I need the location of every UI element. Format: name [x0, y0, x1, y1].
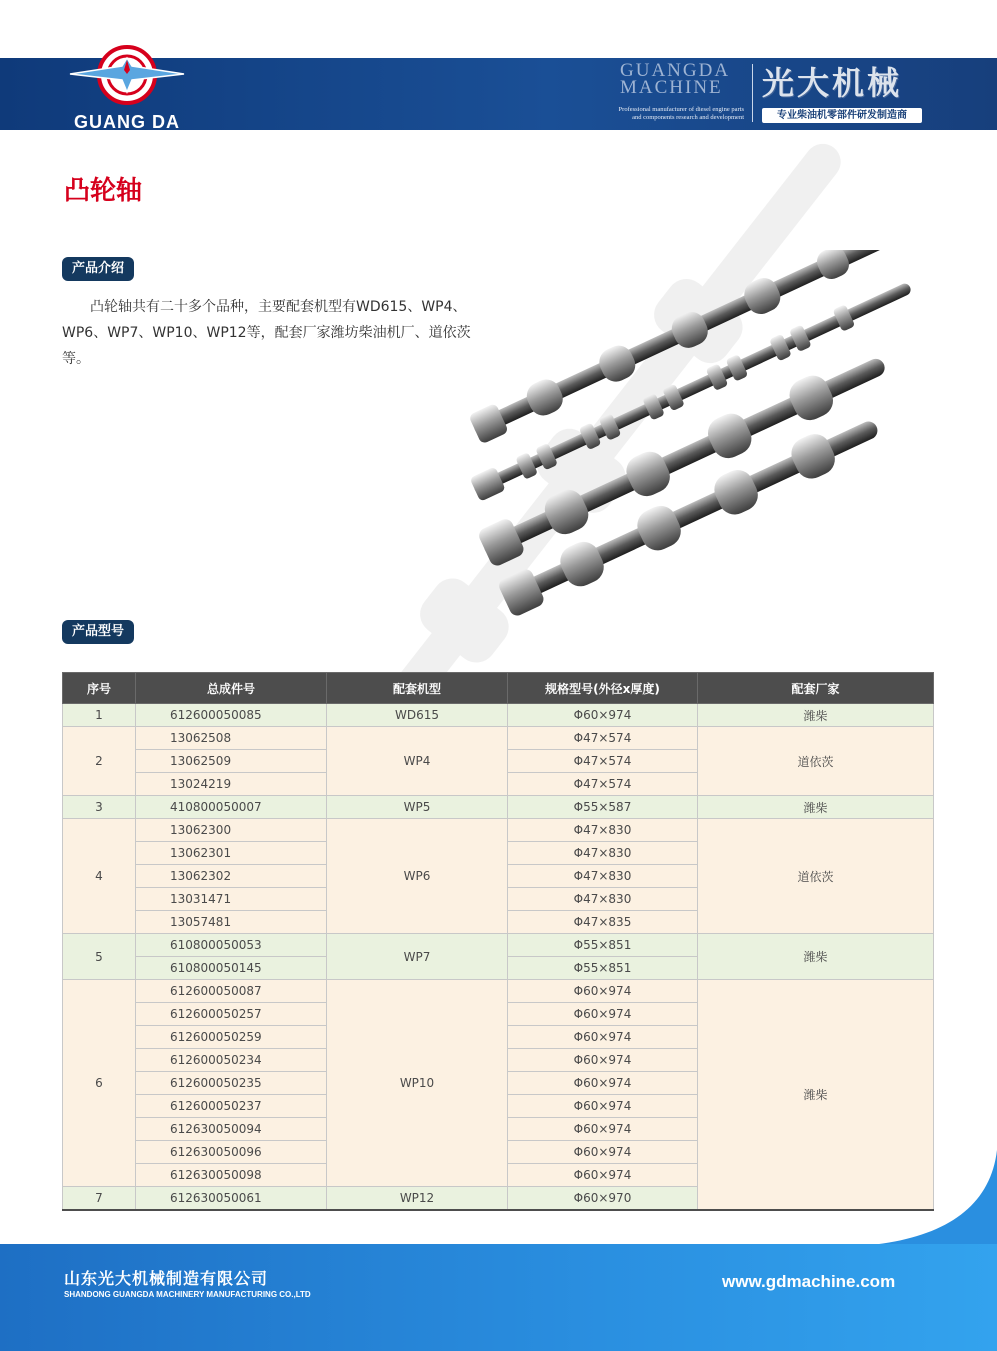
cell-spec: Φ47×574: [508, 773, 698, 796]
cell-spec: Φ60×974: [508, 980, 698, 1003]
cell-spec: Φ60×974: [508, 1118, 698, 1141]
brand-divider: [752, 64, 753, 122]
brand-tagline-line2: and components research and development: [632, 114, 744, 121]
cell-no: 1: [63, 704, 136, 727]
cell-part-no: 612630050061: [136, 1187, 327, 1211]
cell-no: 2: [63, 727, 136, 796]
table-row: [63, 934, 934, 957]
cell-part-no: 610800050053: [136, 934, 327, 957]
cell-spec: Φ47×830: [508, 888, 698, 911]
brand-name-cn: 光大机械: [762, 64, 903, 102]
cell-maker: 道依茨: [698, 727, 934, 796]
cell-engine-model: WP4: [327, 727, 508, 796]
brand-name-en: [620, 62, 744, 96]
cell-spec: Φ60×974: [508, 1003, 698, 1026]
col-header-spec: 规格型号(外径x厚度): [508, 673, 698, 704]
cell-part-no: 13057481: [136, 911, 327, 934]
cell-maker: 道依茨: [698, 819, 934, 934]
cell-spec: Φ60×974: [508, 1026, 698, 1049]
cell-part-no: 13062302: [136, 865, 327, 888]
cell-part-no: 13062301: [136, 842, 327, 865]
cell-maker: 潍柴: [698, 704, 934, 727]
cell-part-no: 13062508: [136, 727, 327, 750]
cell-spec: Φ55×851: [508, 957, 698, 980]
cell-spec: Φ60×974: [508, 1164, 698, 1187]
cell-no: 7: [63, 1187, 136, 1211]
intro-paragraph: 凸轮轴共有二十多个品种，主要配套机型有WD615、WP4、WP6、WP7、WP10、WP12等，配套厂家潍坊柴油机厂、道依茨等。: [62, 299, 471, 367]
cell-part-no: 612600050235: [136, 1072, 327, 1095]
cell-part-no: 612600050237: [136, 1095, 327, 1118]
cell-no: 4: [63, 819, 136, 934]
footer-company-cn: 山东光大机械制造有限公司: [64, 1269, 269, 1288]
logo-emblem-icon: [62, 40, 192, 110]
table-header-row: [63, 673, 934, 704]
cell-part-no: 410800050007: [136, 796, 327, 819]
cell-no: 3: [63, 796, 136, 819]
cell-spec: Φ60×974: [508, 1141, 698, 1164]
cell-spec: Φ47×574: [508, 727, 698, 750]
camshaft-spec-table: [62, 672, 934, 1211]
cell-part-no: 13031471: [136, 888, 327, 911]
cell-spec: Φ55×587: [508, 796, 698, 819]
brand-tagline-line1: Professional manufacturer of diesel engine parts: [618, 106, 744, 113]
brand-name-en-line2: MACHINE: [620, 77, 723, 98]
camshaft-1: [468, 250, 917, 445]
cell-engine-model: WP6: [327, 819, 508, 934]
page-title: 凸轮轴: [64, 176, 143, 206]
cell-part-no: 612630050096: [136, 1141, 327, 1164]
section-tag-models: 产品型号: [62, 620, 134, 644]
cell-part-no: 13062300: [136, 819, 327, 842]
logo-text: GUANG DA: [74, 112, 180, 132]
footer-website-link[interactable]: www.gdmachine.com: [722, 1272, 896, 1291]
cell-engine-model: WP10: [327, 980, 508, 1187]
footer-corner-curve: [820, 1150, 997, 1250]
cell-part-no: 13024219: [136, 773, 327, 796]
col-header-engine-model: 配套机型: [327, 673, 508, 704]
col-header-no: 序号: [63, 673, 136, 704]
camshaft-product-photo: [460, 250, 930, 630]
cell-part-no: 612600050257: [136, 1003, 327, 1026]
cell-engine-model: WD615: [327, 704, 508, 727]
brand-slogan-cn: 专业柴油机零部件研发制造商: [762, 108, 922, 123]
table-row: [63, 980, 934, 1003]
cell-part-no: 612630050098: [136, 1164, 327, 1187]
cell-spec: Φ47×835: [508, 911, 698, 934]
cell-part-no: 13062509: [136, 750, 327, 773]
section-tag-intro: 产品介绍: [62, 257, 134, 281]
col-header-part-no: 总成件号: [136, 673, 327, 704]
cell-part-no: 612600050259: [136, 1026, 327, 1049]
cell-part-no: 612600050087: [136, 980, 327, 1003]
cell-spec: Φ47×830: [508, 819, 698, 842]
col-header-maker: 配套厂家: [698, 673, 934, 704]
table-row: [63, 704, 934, 727]
footer-company-en: SHANDONG GUANGDA MACHINERY MANUFACTURING CO.,LTD: [64, 1290, 311, 1299]
cell-part-no: 612600050085: [136, 704, 327, 727]
cell-spec: Φ55×851: [508, 934, 698, 957]
cell-engine-model: WP7: [327, 934, 508, 980]
cell-part-no: 612630050094: [136, 1118, 327, 1141]
company-logo: [62, 40, 192, 135]
cell-part-no: 610800050145: [136, 957, 327, 980]
cell-maker: 潍柴: [698, 980, 934, 1211]
cell-maker: 潍柴: [698, 934, 934, 980]
cell-spec: Φ47×830: [508, 865, 698, 888]
cell-maker: 潍柴: [698, 796, 934, 819]
cell-spec: Φ60×974: [508, 704, 698, 727]
cell-no: 5: [63, 934, 136, 980]
cell-engine-model: WP5: [327, 796, 508, 819]
table-row: [63, 796, 934, 819]
brand-name-en-line1: GUANGDA: [620, 60, 731, 81]
cell-spec: Φ60×974: [508, 1072, 698, 1095]
cell-spec: Φ47×574: [508, 750, 698, 773]
brand-tagline: [592, 106, 744, 122]
cell-part-no: 612600050234: [136, 1049, 327, 1072]
table-row: [63, 819, 934, 842]
cell-spec: Φ60×974: [508, 1049, 698, 1072]
cell-no: 6: [63, 980, 136, 1187]
cell-engine-model: WP12: [327, 1187, 508, 1211]
cell-spec: Φ60×974: [508, 1095, 698, 1118]
table-row: [63, 727, 934, 750]
cell-spec: Φ60×970: [508, 1187, 698, 1211]
cell-spec: Φ47×830: [508, 842, 698, 865]
